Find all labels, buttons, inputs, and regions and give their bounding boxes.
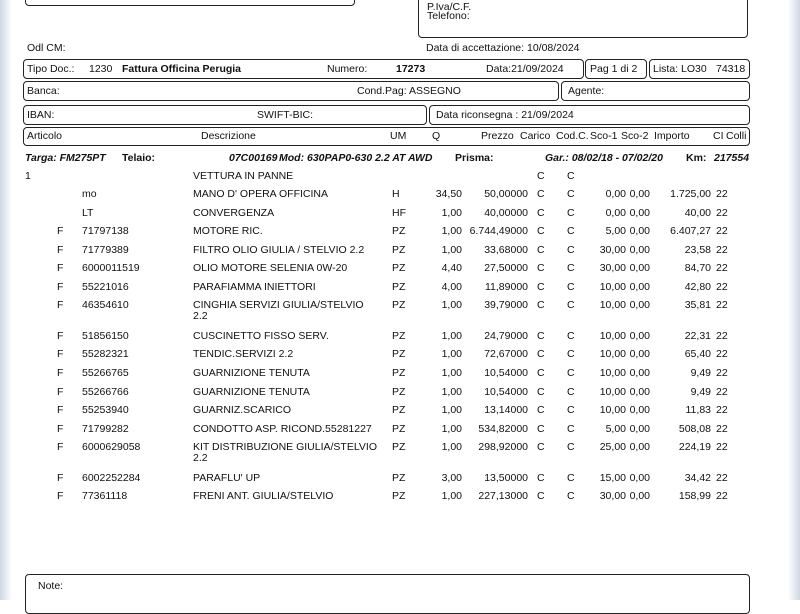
amount: 40,00	[684, 207, 711, 219]
discount-1: 10,00	[599, 386, 626, 398]
unit: PZ	[392, 330, 406, 342]
description: FRENI ANT. GIULIA/STELVIO	[193, 490, 334, 502]
row-type: F	[57, 244, 64, 256]
discount-2: 0,00	[629, 386, 650, 398]
vat-code: 22	[716, 188, 728, 200]
unit: PZ	[392, 225, 406, 237]
amount: 9,49	[690, 386, 711, 398]
vat-code: 22	[716, 262, 728, 274]
km-value: 217554	[714, 152, 750, 164]
cod-c: C	[567, 423, 575, 435]
quantity: 4,00	[441, 281, 462, 293]
carico: C	[537, 441, 545, 453]
table-row	[0, 299, 800, 322]
col-cod: Cod.C.	[556, 130, 589, 142]
price: 227,13000	[478, 490, 528, 502]
discount-2: 0,00	[629, 188, 650, 200]
discount-1: 25,00	[599, 441, 626, 453]
cod-c: C	[567, 472, 575, 484]
article-code: 6000629058	[82, 441, 141, 453]
quantity: 1,00	[441, 490, 462, 502]
targa: Targa: FM275PT	[25, 152, 106, 164]
col-prezzo: Prezzo	[481, 130, 514, 142]
col-um: UM	[390, 130, 407, 142]
tipo-doc-code: 1230	[89, 63, 113, 75]
odl-label: Odl CM:	[27, 42, 66, 54]
price: 24,79000	[484, 330, 528, 342]
article-code: 6002252284	[82, 472, 141, 484]
unit: PZ	[392, 367, 406, 379]
price: 13,14000	[484, 404, 528, 416]
description: MOTORE RIC.	[193, 225, 263, 237]
quantity: 1,00	[441, 441, 462, 453]
listino-label: Lista: LO30	[653, 63, 707, 75]
unit: HF	[392, 207, 406, 219]
carico: C	[537, 281, 545, 293]
discount-1: 30,00	[599, 244, 626, 256]
description: TENDIC.SERVIZI 2.2	[193, 348, 294, 360]
numero-label: Numero:	[327, 63, 368, 75]
discount-1: 10,00	[599, 299, 626, 311]
description: FILTRO OLIO GIULIA / STELVIO 2.2	[193, 244, 365, 256]
row-type: F	[57, 490, 64, 502]
article-code: 55282321	[82, 348, 129, 360]
row-type: F	[57, 225, 64, 237]
notes-label: Note:	[38, 580, 64, 592]
cond-pag: Cond.Pag: ASSEGNO	[357, 85, 461, 97]
price: 72,67000	[484, 348, 528, 360]
carico: C	[537, 225, 545, 237]
unit: PZ	[392, 348, 406, 360]
vat-code: 22	[716, 281, 728, 293]
carico: C	[537, 472, 545, 484]
col-descrizione: Descrizione	[201, 130, 256, 142]
amount: 158,99	[678, 490, 711, 502]
vat-code: 22	[716, 490, 728, 502]
discount-2: 0,00	[629, 225, 650, 237]
vat-code: 22	[716, 386, 728, 398]
discount-2: 0,00	[629, 441, 650, 453]
price: 11,89000	[484, 281, 528, 293]
agente-box	[561, 81, 750, 101]
row-type: F	[57, 441, 64, 453]
price: 27,50000	[484, 262, 528, 274]
price: 6.744,49000	[469, 225, 528, 237]
description: GUARNIZIONE TENUTA	[193, 367, 310, 379]
cod-c: C	[567, 225, 575, 237]
vat-code: 22	[716, 404, 728, 416]
description: PARAFIAMMA INIETTORI	[193, 281, 316, 293]
description: KIT DISTRIBUZIONE GIULIA/STELVIO	[193, 441, 377, 453]
price: 298,92000	[478, 441, 528, 453]
cod-c: C	[567, 490, 575, 502]
description: CINGHIA SERVIZI GIULIA/STELVIO	[193, 299, 364, 311]
discount-1: 0,00	[605, 188, 626, 200]
quantity: 1,00	[441, 225, 462, 237]
price: 534,82000	[478, 423, 528, 435]
carico: C	[537, 367, 545, 379]
discount-2: 0,00	[629, 367, 650, 379]
article-code: 46354610	[82, 299, 129, 311]
article-code: 55266765	[82, 367, 129, 379]
price: 50,00000	[484, 188, 528, 200]
discount-2: 0,00	[629, 207, 650, 219]
cod-c: C	[567, 207, 575, 219]
amount: 11,83	[685, 404, 711, 416]
discount-1: 10,00	[599, 367, 626, 379]
table-row	[0, 367, 800, 382]
unit: PZ	[392, 386, 406, 398]
vat-code: 22	[716, 441, 728, 453]
col-colli: Colli	[726, 130, 747, 142]
table-row	[0, 225, 800, 240]
page-box	[585, 59, 647, 79]
amount: 9,49	[690, 367, 711, 379]
table-row	[0, 330, 800, 345]
riconsegna-box	[429, 105, 750, 125]
description: MANO D' OPERA OFFICINA	[193, 188, 329, 200]
discount-1: 15,00	[599, 472, 626, 484]
description: CONDOTTO ASP. RICOND.55281227	[193, 423, 372, 435]
article-code: 71797138	[82, 225, 129, 237]
price: 39,79000	[484, 299, 528, 311]
quantity: 1,00	[441, 386, 462, 398]
unit: PZ	[392, 472, 406, 484]
article-code: 51856150	[82, 330, 129, 342]
discount-2: 0,00	[629, 281, 650, 293]
quantity: 34,50	[435, 188, 462, 200]
amount: 84,70	[684, 262, 711, 274]
vat-code: 22	[716, 299, 728, 311]
vat-code: 22	[716, 244, 728, 256]
discount-1: 30,00	[599, 490, 626, 502]
unit: PZ	[392, 299, 406, 311]
quantity: 1,00	[441, 330, 462, 342]
table-row	[0, 348, 800, 363]
piva-label: P.Iva/C.F.	[427, 1, 472, 13]
discount-2: 0,00	[629, 472, 650, 484]
quantity: 1,00	[441, 299, 462, 311]
article-code: 55253940	[82, 404, 129, 416]
carico: C	[537, 244, 545, 256]
vat-code: 22	[716, 330, 728, 342]
table-row	[0, 404, 800, 419]
quantity: 1,00	[441, 423, 462, 435]
accettazione-date: Data di accettazione: 10/08/2024	[426, 42, 580, 54]
page-number: Pag 1 di 2	[590, 63, 638, 75]
garanzia: Gar.: 08/02/18 - 07/02/20	[545, 152, 663, 164]
riconsegna-date: Data riconsegna : 21/09/2024	[436, 109, 574, 121]
quantity: 3,00	[441, 472, 462, 484]
discount-2: 0,00	[629, 262, 650, 274]
banca-label: Banca:	[27, 85, 60, 97]
table-row	[0, 262, 800, 277]
cod-c: C	[567, 386, 575, 398]
description: GUARNIZ.SCARICO	[193, 404, 292, 416]
price: 40,00000	[484, 207, 528, 219]
carico: C	[537, 490, 545, 502]
row-type: F	[57, 299, 64, 311]
row-type: F	[57, 472, 64, 484]
swift-label: SWIFT-BIC:	[257, 109, 313, 121]
description-continued: 2.2	[193, 310, 208, 322]
article-code: 55221016	[82, 281, 129, 293]
carico: C	[537, 348, 545, 360]
quantity: 4,40	[441, 262, 462, 274]
numero-value: 17273	[396, 63, 426, 75]
unit: PZ	[392, 262, 406, 274]
model: Mod: 630PAP0-630 2.2 AT AWD	[279, 152, 433, 164]
discount-1: 5,00	[605, 225, 626, 237]
discount-1: 10,00	[599, 281, 626, 293]
unit: PZ	[392, 281, 406, 293]
carico: C	[537, 386, 545, 398]
description: PARAFLU' UP	[193, 472, 261, 484]
group-cod: C	[567, 170, 575, 182]
telaio-label: Telaio:	[122, 152, 156, 164]
discount-2: 0,00	[629, 423, 650, 435]
group-number: 1	[25, 170, 31, 182]
carico: C	[537, 188, 545, 200]
cod-c: C	[567, 262, 575, 274]
km-label: Km:	[686, 152, 707, 164]
table-row	[0, 490, 800, 505]
price: 33,68000	[484, 244, 528, 256]
doc-info-box	[23, 59, 584, 79]
amount: 508,08	[678, 423, 711, 435]
listino-number: 74318	[716, 63, 746, 75]
col-ci: CI	[713, 130, 724, 142]
description: GUARNIZIONE TENUTA	[193, 386, 310, 398]
discount-1: 10,00	[599, 348, 626, 360]
carico: C	[537, 330, 545, 342]
listino-box	[649, 59, 750, 79]
amount: 34,42	[684, 472, 711, 484]
telaio-value: 07C00169	[229, 152, 278, 164]
cod-c: C	[567, 244, 575, 256]
table-row	[0, 188, 800, 203]
row-type: F	[57, 330, 64, 342]
description: OLIO MOTORE SELENIA 0W-20	[193, 262, 348, 274]
row-type: F	[57, 386, 64, 398]
tipo-doc-desc: Fattura Officina Perugia	[122, 63, 242, 75]
table-row	[0, 244, 800, 259]
table-row	[0, 441, 800, 464]
vat-code: 22	[716, 367, 728, 379]
description: CONVERGENZA	[193, 207, 275, 219]
discount-1: 5,00	[605, 423, 626, 435]
price: 13,50000	[484, 472, 528, 484]
table-row	[0, 472, 800, 487]
amount: 224,19	[678, 441, 711, 453]
unit: PZ	[392, 404, 406, 416]
article-code: LT	[82, 207, 94, 219]
price: 10,54000	[484, 367, 528, 379]
cod-c: C	[567, 281, 575, 293]
article-code: 71779389	[82, 244, 129, 256]
iban-label: IBAN:	[27, 109, 55, 121]
discount-2: 0,00	[629, 244, 650, 256]
vat-code: 22	[716, 207, 728, 219]
carico: C	[537, 404, 545, 416]
price: 10,54000	[484, 386, 528, 398]
amount: 42,80	[684, 281, 711, 293]
amount: 65,40	[684, 348, 711, 360]
iban-box	[23, 105, 427, 125]
unit: PZ	[392, 441, 406, 453]
amount: 35,81	[684, 299, 711, 311]
tipo-doc-label: Tipo Doc.:	[27, 63, 75, 75]
row-type: F	[57, 367, 64, 379]
carico: C	[537, 299, 545, 311]
discount-2: 0,00	[629, 348, 650, 360]
row-type: F	[57, 423, 64, 435]
table-row	[0, 207, 800, 222]
discount-1: 30,00	[599, 262, 626, 274]
cod-c: C	[567, 299, 575, 311]
col-articolo: Articolo	[27, 130, 63, 142]
table-row	[0, 423, 800, 438]
article-code: mo	[82, 188, 97, 200]
amount: 23,58	[684, 244, 711, 256]
row-type: F	[57, 262, 64, 274]
discount-2: 0,00	[629, 404, 650, 416]
col-carico: Carico	[520, 130, 551, 142]
carico: C	[537, 423, 545, 435]
table-row	[0, 386, 800, 401]
group-carico: C	[537, 170, 545, 182]
unit: PZ	[392, 490, 406, 502]
agente-label: Agente:	[568, 85, 605, 97]
vat-code: 22	[716, 225, 728, 237]
doc-date: Data:21/09/2024	[486, 63, 564, 75]
unit: H	[392, 188, 400, 200]
table-row	[0, 281, 800, 296]
article-code: 6000011519	[82, 262, 140, 274]
discount-1: 0,00	[605, 207, 626, 219]
telefono-label: Telefono:	[427, 10, 470, 22]
cod-c: C	[567, 188, 575, 200]
article-code: 77361118	[82, 490, 128, 502]
vat-code: 22	[716, 423, 728, 435]
description-continued: 2.2	[193, 452, 208, 464]
amount: 22,31	[684, 330, 711, 342]
cod-c: C	[567, 441, 575, 453]
carico: C	[537, 207, 545, 219]
quantity: 1,00	[441, 348, 462, 360]
quantity: 1,00	[441, 367, 462, 379]
row-type: F	[57, 348, 64, 360]
description: CUSCINETTO FISSO SERV.	[193, 330, 329, 342]
article-code: 55266766	[82, 386, 129, 398]
article-code: 71799282	[82, 423, 129, 435]
unit: PZ	[392, 423, 406, 435]
prisma-label: Prisma:	[455, 152, 494, 164]
unit: PZ	[392, 244, 406, 256]
row-type: F	[57, 281, 64, 293]
discount-1: 10,00	[599, 330, 626, 342]
notes-box	[25, 574, 750, 614]
customer-box	[418, 0, 748, 38]
quantity: 1,00	[441, 404, 462, 416]
amount: 6.407,27	[670, 225, 711, 237]
vat-code: 22	[716, 472, 728, 484]
discount-2: 0,00	[629, 299, 650, 311]
col-sco1: Sco-1	[590, 130, 618, 142]
banca-box	[23, 81, 559, 101]
carico: C	[537, 262, 545, 274]
col-importo: Importo	[654, 130, 690, 142]
row-type: F	[57, 404, 64, 416]
top-left-box	[25, 0, 355, 6]
discount-1: 10,00	[599, 404, 626, 416]
cod-c: C	[567, 348, 575, 360]
col-sco2: Sco-2	[621, 130, 649, 142]
amount: 1.725,00	[670, 188, 711, 200]
quantity: 1,00	[441, 207, 462, 219]
cod-c: C	[567, 367, 575, 379]
group-description: VETTURA IN PANNE	[193, 170, 294, 182]
cod-c: C	[567, 404, 575, 416]
discount-2: 0,00	[629, 490, 650, 502]
cod-c: C	[567, 330, 575, 342]
discount-2: 0,00	[629, 330, 650, 342]
quantity: 1,00	[441, 244, 462, 256]
vat-code: 22	[716, 348, 728, 360]
col-q: Q	[432, 130, 441, 142]
